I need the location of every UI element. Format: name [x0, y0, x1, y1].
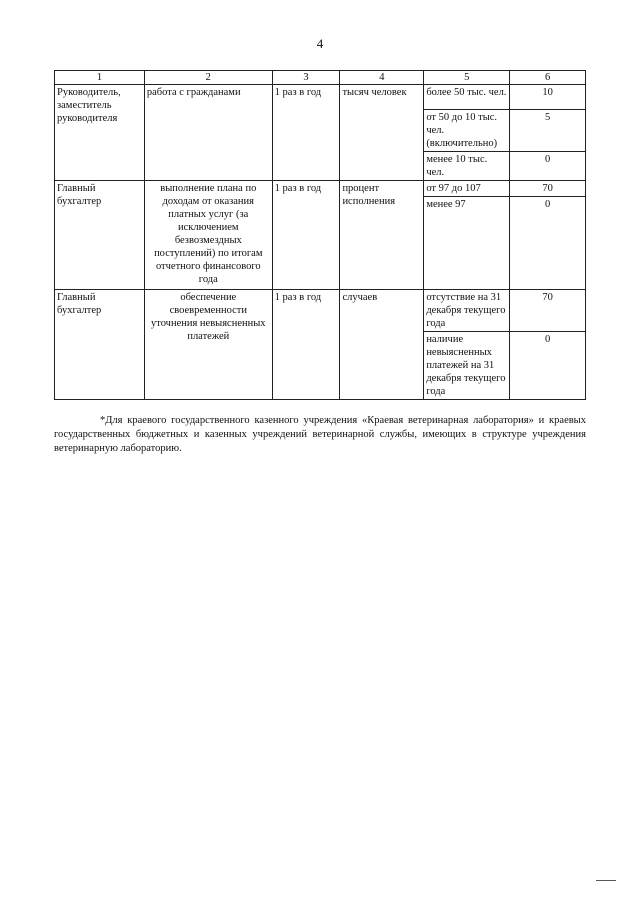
value-cell: 0: [510, 197, 586, 290]
column-header: 2: [144, 71, 272, 85]
unit-cell: процент исполнения: [340, 181, 424, 290]
criterion-cell: от 50 до 10 тыс. чел. (включительно): [424, 110, 510, 152]
criteria-table: [54, 70, 586, 400]
footnote: *Для краевого государственного казенного учреждения «Краевая ветеринарная лаборатория» и краевых государственных бюджетных и казенных учреждений ветеринарной службы, имеющих в структуре учреждения ветеринарную лабораторию.: [54, 415, 586, 454]
position-cell: Главный бухгалтер: [55, 290, 145, 400]
column-header: 6: [510, 71, 586, 85]
column-header: 5: [424, 71, 510, 85]
criterion-cell: от 97 до 107: [424, 181, 510, 197]
frequency-cell: 1 раз в год: [272, 290, 340, 400]
column-header: 4: [340, 71, 424, 85]
criterion-cell: более 50 тыс. чел.: [424, 85, 510, 110]
table-row: [55, 85, 586, 110]
criterion-cell: менее 10 тыс. чел.: [424, 152, 510, 181]
unit-cell: тысяч человек: [340, 85, 424, 181]
criterion-cell: менее 97: [424, 197, 510, 290]
position-cell: Руководитель, заместитель руководителя: [55, 85, 145, 181]
table-row: [55, 290, 586, 332]
position-cell: Главный бухгалтер: [55, 181, 145, 290]
value-cell: 5: [510, 110, 586, 152]
column-header: 1: [55, 71, 145, 85]
value-cell: 70: [510, 181, 586, 197]
indicator-cell: выполнение плана по доходам от оказания платных услуг (за исключением безвозмездных поступлений) по итогам отчетного финансового года: [144, 181, 272, 290]
column-header: 3: [272, 71, 340, 85]
page-corner-mark: [596, 880, 616, 881]
value-cell: 0: [510, 152, 586, 181]
indicator-cell: обеспечение своевременности уточнения невыясненных платежей: [144, 290, 272, 400]
table-header-row: [55, 71, 586, 85]
page-number: 4: [316, 36, 324, 51]
indicator-cell: работа с гражданами: [144, 85, 272, 181]
table-row: [55, 181, 586, 197]
criterion-cell: отсутствие на 31 декабря текущего года: [424, 290, 510, 332]
value-cell: 0: [510, 332, 586, 400]
value-cell: 70: [510, 290, 586, 332]
frequency-cell: 1 раз в год: [272, 181, 340, 290]
criterion-cell: наличие невыясненных платежей на 31 декабря текущего года: [424, 332, 510, 400]
frequency-cell: 1 раз в год: [272, 85, 340, 181]
value-cell: 10: [510, 85, 586, 110]
unit-cell: случаев: [340, 290, 424, 400]
